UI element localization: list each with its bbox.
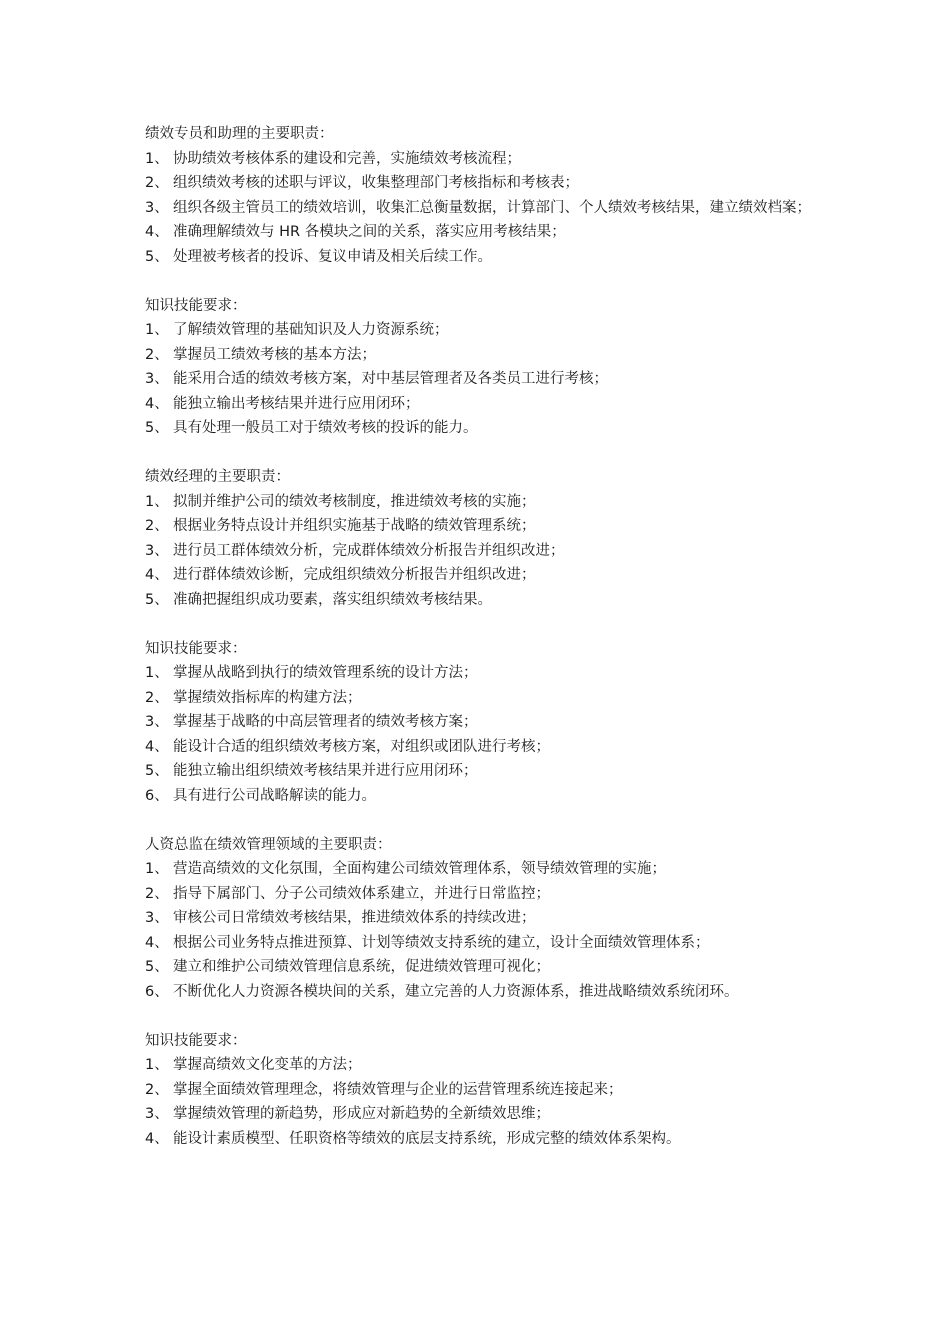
list-item [145, 906, 815, 931]
list-item [145, 710, 815, 735]
item-text: 具有处理一般员工对于绩效考核的投诉的能力。 [173, 420, 478, 436]
list-item [145, 1053, 815, 1078]
item-text: 营造高绩效的文化氛围，全面构建公司绩效管理体系，领导绩效管理的实施； [173, 861, 666, 877]
item-number: 3、 [145, 199, 169, 216]
duty-list [145, 147, 815, 270]
item-number: 3、 [145, 1106, 169, 1122]
item-number: 1、 [145, 665, 169, 681]
list-item [145, 171, 815, 196]
item-number: 5、 [145, 763, 169, 779]
item-number: 4、 [145, 738, 169, 755]
item-text: 能独立输出考核结果并进行应用闭环； [173, 395, 420, 412]
item-text: 能独立输出组织绩效考核结果并进行应用闭环； [173, 763, 478, 779]
section-manager-skills [145, 637, 815, 809]
item-text: 掌握全面绩效管理理念，将绩效管理与企业的运营管理系统连接起来； [173, 1081, 623, 1098]
item-text: 准确把握组织成功要素，落实组织绩效考核结果。 [173, 591, 492, 608]
item-text: 组织绩效考核的述职与评议，收集整理部门考核指标和考核表； [173, 175, 579, 191]
duty-list [145, 857, 815, 1004]
section-specialist-skills [145, 294, 815, 441]
list-item [145, 980, 815, 1005]
list-item [145, 490, 815, 515]
item-text: 能设计合适的组织绩效考核方案，对组织或团队进行考核； [173, 738, 550, 755]
item-number: 3、 [145, 542, 169, 559]
document-body [145, 122, 815, 1151]
item-number: 2、 [145, 346, 169, 363]
list-item [145, 588, 815, 613]
item-text: 能设计素质模型、任职资格等绩效的底层支持系统，形成完整的绩效体系架构。 [173, 1130, 681, 1147]
list-item [145, 686, 815, 711]
section-heading: 知识技能要求： [145, 297, 247, 314]
list-item [145, 539, 815, 564]
item-number: 1、 [145, 861, 169, 877]
item-number: 2、 [145, 885, 169, 902]
list-item [145, 343, 815, 368]
section-heading: 绩效专员和助理的主要职责： [145, 126, 334, 142]
list-item [145, 1127, 815, 1152]
item-text: 能采用合适的绩效考核方案，对中基层管理者及各类员工进行考核； [173, 371, 608, 387]
item-number: 1、 [145, 150, 169, 167]
item-text: 审核公司日常绩效考核结果，推进绩效体系的持续改进； [173, 910, 536, 926]
item-number: 2、 [145, 175, 169, 191]
item-text: 具有进行公司战略解读的能力。 [173, 787, 376, 804]
list-item [145, 196, 815, 221]
item-number: 4、 [145, 934, 169, 951]
item-text: 根据业务特点设计并组织实施基于战略的绩效管理系统； [173, 518, 536, 534]
skill-list [145, 1053, 815, 1151]
list-item [145, 661, 815, 686]
item-text: 处理被考核者的投诉、复议申请及相关后续工作。 [173, 248, 492, 265]
item-text: 掌握基于战略的中高层管理者的绩效考核方案； [173, 714, 478, 730]
list-item [145, 882, 815, 907]
item-number: 5、 [145, 420, 169, 436]
item-number: 1、 [145, 1057, 169, 1073]
list-item [145, 759, 815, 784]
section-director-duties [145, 833, 815, 1005]
item-number: 3、 [145, 371, 169, 387]
item-text: 建立和维护公司绩效管理信息系统，促进绩效管理可视化； [173, 959, 550, 975]
list-item [145, 784, 815, 809]
item-text: 掌握员工绩效考核的基本方法； [173, 346, 376, 363]
list-item [145, 514, 815, 539]
section-manager-duties [145, 465, 815, 612]
section-heading: 知识技能要求： [145, 1032, 247, 1049]
item-text: 拟制并维护公司的绩效考核制度，推进绩效考核的实施； [173, 493, 536, 510]
list-item [145, 563, 815, 588]
skill-list [145, 318, 815, 441]
section-heading: 人资总监在绩效管理领域的主要职责： [145, 836, 392, 853]
item-number: 1、 [145, 322, 169, 338]
item-number: 6、 [145, 983, 169, 1000]
section-specialist-duties [145, 122, 815, 269]
item-number: 3、 [145, 714, 169, 730]
duty-list [145, 490, 815, 613]
item-text: 掌握高绩效文化变革的方法； [173, 1057, 362, 1073]
item-number: 4、 [145, 395, 169, 412]
item-number: 4、 [145, 567, 169, 583]
section-director-skills [145, 1029, 815, 1152]
item-text: 不断优化人力资源各模块间的关系，建立完善的人力资源体系，推进战略绩效系统闭环。 [173, 983, 739, 1000]
list-item [145, 416, 815, 441]
item-number: 5、 [145, 248, 169, 265]
list-item [145, 318, 815, 343]
list-item [145, 1078, 815, 1103]
item-number: 6、 [145, 787, 169, 804]
item-number: 4、 [145, 1130, 169, 1147]
item-text: 进行员工群体绩效分析，完成群体绩效分析报告并组织改进； [173, 542, 565, 559]
item-number: 3、 [145, 910, 169, 926]
item-number: 2、 [145, 689, 169, 706]
item-number: 2、 [145, 1081, 169, 1098]
item-text: 指导下属部门、分子公司绩效体系建立，并进行日常监控； [173, 885, 550, 902]
item-text: 进行群体绩效诊断，完成组织绩效分析报告并组织改进； [173, 567, 536, 583]
list-item [145, 955, 815, 980]
section-heading: 知识技能要求： [145, 640, 247, 657]
list-item [145, 220, 815, 245]
item-text: 掌握绩效指标库的构建方法； [173, 689, 362, 706]
item-number: 1、 [145, 493, 169, 510]
list-item [145, 1102, 815, 1127]
list-item [145, 147, 815, 172]
item-number: 2、 [145, 518, 169, 534]
list-item [145, 392, 815, 417]
list-item [145, 367, 815, 392]
item-number: 5、 [145, 959, 169, 975]
item-text: 掌握绩效管理的新趋势，形成应对新趋势的全新绩效思维； [173, 1106, 550, 1122]
skill-list [145, 661, 815, 808]
item-text: 组织各级主管员工的绩效培训，收集汇总衡量数据，计算部门、个人绩效考核结果，建立绩效档案； [173, 199, 811, 216]
item-text: 掌握从战略到执行的绩效管理系统的设计方法； [173, 665, 478, 681]
section-heading: 绩效经理的主要职责： [145, 469, 290, 485]
list-item [145, 735, 815, 760]
item-text: 准确理解绩效与 HR 各模块之间的关系，落实应用考核结果； [173, 224, 566, 240]
list-item [145, 245, 815, 270]
item-text: 协助绩效考核体系的建设和完善，实施绩效考核流程； [173, 150, 521, 167]
list-item [145, 857, 815, 882]
item-text: 根据公司业务特点推进预算、计划等绩效支持系统的建立，设计全面绩效管理体系； [173, 934, 710, 951]
item-number: 5、 [145, 591, 169, 608]
list-item [145, 931, 815, 956]
item-number: 4、 [145, 224, 169, 240]
item-text: 了解绩效管理的基础知识及人力资源系统； [173, 322, 449, 338]
